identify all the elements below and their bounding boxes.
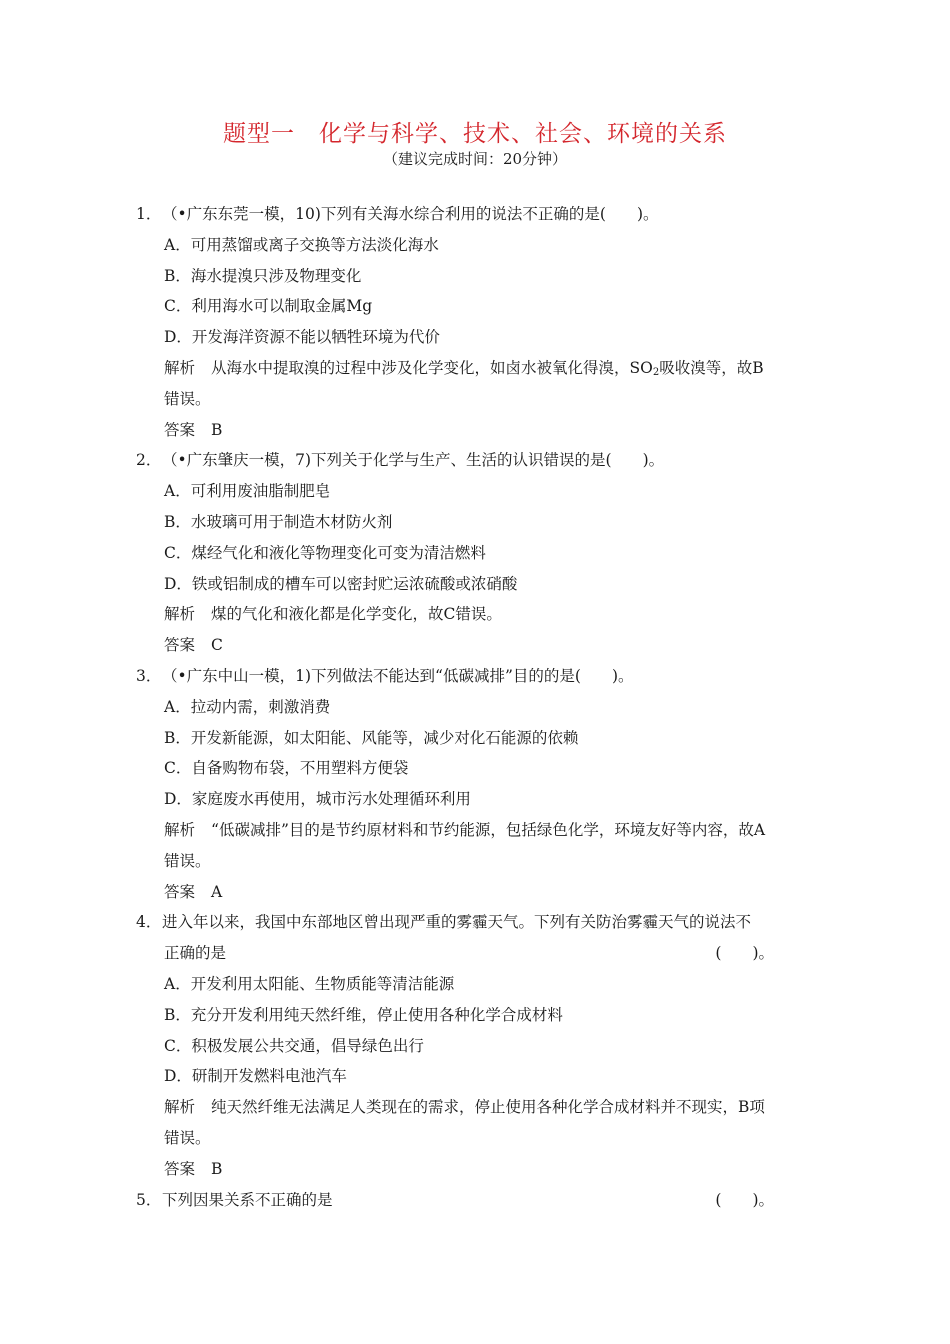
option-d: D．研制开发燃料电池汽车 [164,1067,347,1086]
option-b: B．水玻璃可用于制造木材防火剂 [164,512,393,531]
analysis-text-end: 吸收溴等，故B [659,358,764,377]
question-list [136,199,820,1215]
option-d: D．开发海洋资源不能以牺牲环境为代价 [164,328,440,347]
option-a: A．开发利用太阳能、生物质能等清洁能源 [164,974,455,993]
answer [136,877,820,908]
answer-label: 答案 [164,636,196,655]
option-d: D．铁或铝制成的槽车可以密封贮运浓硫酸或浓硝酸 [164,574,518,593]
option-c: C．积极发展公共交通，倡导绿色出行 [164,1036,424,1055]
answer [136,415,820,446]
stem-text-end: 正确的是 [164,944,227,963]
answer-value: C [211,636,223,655]
question-3 [136,661,820,907]
option-a: A．拉动内需，刺激消费 [164,697,331,716]
analysis-text: “低碳减排”目的是节约原材料和节约能源，包括绿色化学，环境友好等内容，故A [211,820,766,839]
option-d: D．家庭废水再使用，城市污水处理循环利用 [164,790,471,809]
analysis-continued: 错误。 [164,851,211,870]
question-1 [136,199,820,445]
subscript: 2 [652,366,660,378]
time-hint: （建议完成时间：20分钟） [382,150,568,168]
analysis-continued: 错误。 [164,1128,211,1147]
answer [136,1154,820,1185]
question-number: 5． [136,1190,162,1209]
answer-label: 答案 [164,882,196,901]
question-stem-continued [136,938,820,969]
answer [136,630,820,661]
stem-text: （•广东中山一模，1)下列做法不能达到“低碳减排”目的的是( )。 [162,666,634,685]
question-5 [136,1185,820,1216]
answer-value: A [211,882,223,901]
question-number: 1． [136,205,162,223]
question-stem [136,199,820,230]
answer-value: B [211,1159,223,1178]
analysis-label: 解析 [164,820,196,839]
analysis [136,353,820,384]
option-a: A．可用蒸馏或离子交换等方法淡化海水 [164,235,439,254]
stem-text: （•广东肇庆一模，7)下列关于化学与生产、生活的认识错误的是( )。 [162,451,665,470]
answer-value: B [211,420,223,439]
question-stem [136,1185,820,1216]
answer-blank: ( )。 [715,1190,774,1209]
analysis [136,599,820,630]
analysis-text: 从海水中提取溴的过程中涉及化学变化，如卤水被氧化得溴，SO [211,358,653,377]
analysis [136,815,820,846]
option-c: C．煤经气化和液化等物理变化可变为清洁燃料 [164,543,486,562]
question-stem [136,445,820,476]
stem-text: （•广东东莞一模，10)下列有关海水综合利用的说法不正确的是( )。 [162,205,659,223]
question-number: 4． [136,913,162,932]
question-number: 2． [136,451,162,470]
question-number: 3． [136,666,162,685]
analysis-text: 纯天然纤维无法满足人类现在的需求，停止使用各种化学合成材料并不现实，B项 [211,1098,765,1117]
analysis-continued: 错误。 [164,389,211,408]
analysis-label: 解析 [164,1098,196,1117]
answer-label: 答案 [164,1159,196,1178]
answer-blank: ( )。 [715,944,774,963]
option-c: C．利用海水可以制取金属Mg [164,297,373,316]
question-stem [136,907,820,938]
option-c: C．自备购物布袋，不用塑料方便袋 [164,759,409,778]
question-4 [136,907,820,1184]
analysis-label: 解析 [164,358,196,377]
question-2 [136,445,820,661]
option-a: A．可利用废油脂制肥皂 [164,482,331,501]
analysis-label: 解析 [164,605,196,624]
option-b: B．充分开发利用纯天然纤维，停止使用各种化学合成材料 [164,1005,563,1024]
page-title: 题型一 化学与科学、技术、社会、环境的关系 [223,121,727,147]
option-b: B．海水提溴只涉及物理变化 [164,266,362,285]
option-b: B．开发新能源，如太阳能、风能等，减少对化石能源的依赖 [164,728,579,747]
stem-text: 进入年以来，我国中东部地区曾出现严重的雾霾天气。下列有关防治雾霾天气的说法不 [162,913,752,932]
stem-text: 下列因果关系不正确的是 [162,1190,333,1209]
analysis [136,1092,820,1123]
question-stem [136,661,820,692]
answer-label: 答案 [164,420,196,439]
analysis-text: 煤的气化和液化都是化学变化，故C错误。 [211,605,502,624]
